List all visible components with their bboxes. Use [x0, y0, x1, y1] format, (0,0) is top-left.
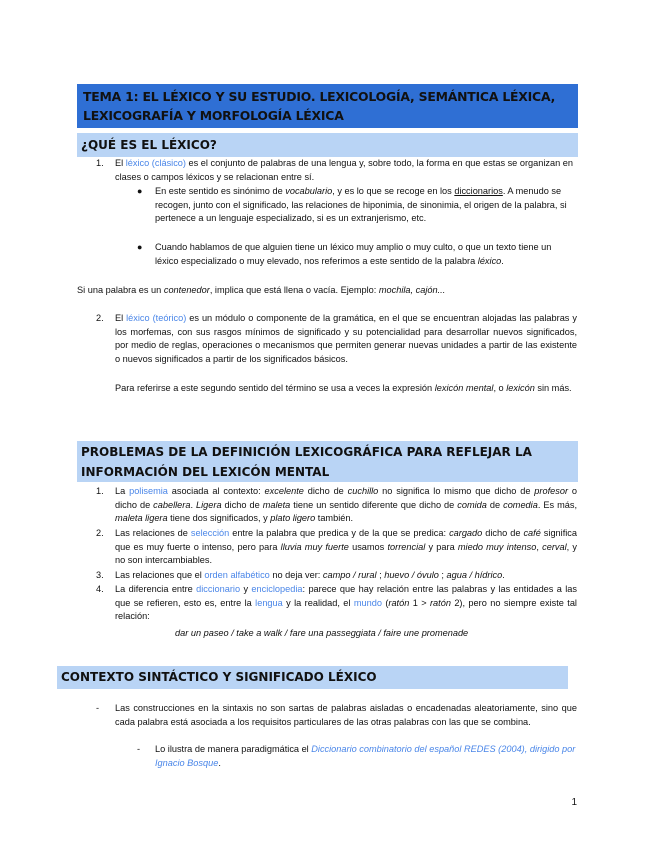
term-mundo: mundo: [353, 597, 382, 608]
term-lengua: lengua: [255, 597, 283, 608]
list-item-lexico-teorico: El léxico (teórico) es un módulo o componente de la gramática, en el que se encuentran alojadas las palabras y los morfemas, con sus rasgos mínimos de significado y su potencialidad para desarrollar nuevos significados, por medio de reglas, operaciones o mecanismos que permiten generar nuevas unidades a partir de las existente o nuevos significados a partir de los significados básicos.: [115, 313, 577, 364]
paragraph-redes: Lo ilustra de manera paradigmática el Diccionario combinatorio del español REDES (2004), dirigido por Ignacio Bosque.: [155, 744, 576, 768]
list-item-seleccion: Las relaciones de selección entre la palabra que predica y de la que se predica: cargado dicho de café significa que es muy fuerte o intenso, pero para lluvia muy fuerte usamos torrencial y para miedo muy intenso, cerval, y no son intercambiables.: [115, 528, 578, 566]
list-number: 1.: [96, 486, 104, 496]
paragraph-lexicon-mental: Para referirse a este segundo sentido del término se usa a veces la expresión lexicón mental, o lexicón sin más.: [115, 383, 572, 393]
list-number: 1.: [96, 158, 104, 168]
note-contenedor: Si una palabra es un contenedor, implica que está llena o vacía. Ejemplo: mochila, cajón...: [77, 285, 446, 295]
term-lexico-teorico: léxico (teórico): [126, 313, 187, 323]
list-item-orden-alfabetico: Las relaciones que el orden alfabético no deja ver: campo / rural ; huevo / óvulo ; agua / hídrico.: [115, 570, 505, 580]
list-number: 2.: [96, 528, 104, 538]
example-dar-un-paseo: dar un paseo / take a walk / fare una passeggiata / faire une promenade: [175, 628, 469, 638]
term-enciclopedia: enciclopedia: [251, 584, 303, 594]
bullet-item-lexico-amplio: Cuando hablamos de que alguien tiene un léxico muy amplio o muy culto, o que un texto tiene un léxico especializado o muy elevado, nos referimos a este sentido de la palabra léxico.: [155, 242, 552, 266]
list-item-lexico-clasico: El léxico (clásico) es el conjunto de palabras de una lengua y, sobre todo, la forma en que estas se organizan en clases o campos léxicos y se relacionan entre sí.: [115, 158, 573, 182]
list-number: 3.: [96, 570, 104, 580]
paragraph-construcciones: Las construcciones en la sintaxis no son sartas de palabras aisladas o encadenadas aleatoriamente, sino que cada palabra está asociada a los requisitos particulares de las otras palabras con las que se combina.: [115, 703, 577, 727]
bullet-icon: ●: [137, 242, 143, 252]
section-heading-que-es: ¿QUÉ ES EL LÉXICO?: [77, 133, 578, 157]
dash-marker: -: [96, 703, 100, 713]
term-diccionario: diccionario: [196, 584, 241, 594]
bullet-icon: ●: [137, 186, 143, 196]
section-heading-contexto: CONTEXTO SINTÁCTICO Y SIGNIFICADO LÉXICO: [57, 666, 568, 689]
page-number: 1: [571, 797, 577, 808]
list-number: 2.: [96, 313, 104, 323]
list-item-polisemia: La polisemia asociada al contexto: excelente dicho de cuchillo no significa lo mismo que dicho de profesor o dicho de cabellera. Ligera dicho de maleta tiene un sentido diferente que dicho de comida de comedia. Es más, maleta ligera tiene dos significados, y plato ligero también.: [115, 486, 577, 524]
list-number: 4.: [96, 584, 104, 594]
list-item-diccionario-enciclopedia: La diferencia entre diccionario y enciclopedia: parece que hay relación entre las palabras y las entidades a las que se refieren, esto es, entre la lengua y la realidad, el mundo (ratón 1 > ratón 2), pero no siempre existe tal relación:: [115, 584, 577, 622]
term-orden-alfabetico: orden alfabético: [204, 570, 270, 580]
bullet-item-vocabulario: En este sentido es sinónimo de vocabulario, y es lo que se recoge en los diccionarios. A menudo se recogen, junto con el significado, las relaciones de hiponimia, de sinonimia, el origen de la palabra, si pertenece a un lenguaje especializado, si es un extranjerismo, etc.: [155, 186, 567, 224]
term-seleccion: selección: [190, 528, 230, 538]
term-polisemia: polisemia: [129, 486, 168, 496]
title-heading: TEMA 1: EL LÉXICO Y SU ESTUDIO. LEXICOLOGÍA, SEMÁNTICA LÉXICA, LEXICOGRAFÍA Y MORFOLOGÍA LÉXICA: [77, 84, 578, 128]
link-diccionario-redes[interactable]: Diccionario combinatorio del español REDES (2004), dirigido por Ignacio Bosque: [155, 744, 576, 768]
dash-marker: -: [137, 744, 141, 754]
term-lexico-clasico: léxico (clásico): [125, 158, 186, 168]
section-heading-problemas: PROBLEMAS DE LA DEFINICIÓN LEXICOGRÁFICA PARA REFLEJAR LA INFORMACIÓN DEL LEXICÓN MENTAL: [77, 441, 578, 482]
